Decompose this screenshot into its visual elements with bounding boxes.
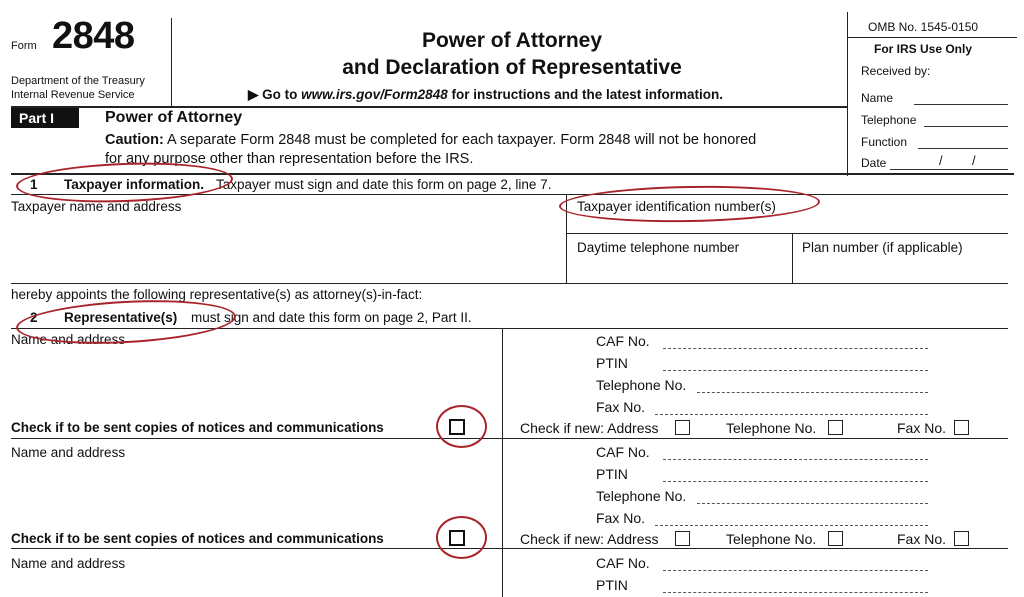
irs-url-link[interactable]: www.irs.gov/Form2848 — [301, 87, 448, 102]
rep-1-new-address-checkbox[interactable] — [675, 420, 690, 435]
dept-line-2: Internal Revenue Service — [11, 89, 135, 101]
header-rule — [11, 106, 847, 108]
caution-text-line-1: Caution: A separate Form 2848 must be completed for each taxpayer. Form 2848 will not be honored — [105, 132, 757, 148]
rep-2-ptin-field[interactable] — [663, 481, 928, 482]
rep-1-check-new-telephone-label: Telephone No. — [726, 420, 817, 436]
rep-3-caf-field[interactable] — [663, 570, 928, 571]
goto-suffix: for instructions and the latest information. — [447, 87, 723, 102]
rep-3-name-address-label: Name and address — [11, 556, 126, 571]
line-1-number: 1 — [30, 177, 38, 192]
rep-2-telephone-field[interactable] — [697, 503, 928, 504]
line-2-heading: Representative(s) — [64, 310, 178, 325]
rep-3-ptin-field[interactable] — [663, 592, 928, 593]
goto-prefix: Go to — [262, 87, 302, 102]
form-number: 2848 — [52, 15, 135, 57]
annotation-oval-representatives — [15, 295, 237, 348]
instructions-line — [248, 88, 723, 102]
irs-use-only-label: For IRS Use Only — [874, 42, 973, 56]
rep-2-ptin-label: PTIN — [596, 466, 628, 482]
line-2-note: must sign and date this form on page 2, Part II. — [191, 310, 472, 325]
annotation-circle-copies-checkbox-1 — [436, 405, 487, 448]
rep-2-fax-label: Fax No. — [596, 510, 646, 526]
rep-1-fax-label: Fax No. — [596, 399, 646, 415]
appoints-text: hereby appoints the following representative(s) as attorney(s)-in-fact: — [11, 287, 423, 302]
rep-1-caf-field[interactable] — [663, 348, 928, 349]
irs-name-label: Name — [861, 91, 894, 105]
omb-number: OMB No. 1545-0150 — [868, 20, 979, 34]
rep-3-caf-label: CAF No. — [596, 555, 650, 571]
header-divider-left — [171, 18, 172, 106]
rep-2-caf-label: CAF No. — [596, 444, 650, 460]
rep-1-check-new-fax-label: Fax No. — [897, 420, 947, 436]
annotation-circle-copies-checkbox-2 — [436, 516, 487, 559]
rep-1-telephone-field[interactable] — [697, 392, 928, 393]
rep-2-telephone-label: Telephone No. — [596, 488, 687, 504]
rep-1-ptin-field[interactable] — [663, 370, 928, 371]
line-1-note: Taxpayer must sign and date this form on page 2, line 7. — [216, 177, 552, 192]
irs-function-label: Function — [861, 135, 908, 149]
irs-name-field[interactable] — [914, 104, 1008, 105]
irs-telephone-field[interactable] — [924, 126, 1008, 127]
rep-2-name-address-label: Name and address — [11, 445, 126, 460]
rep-3-ptin-label: PTIN — [596, 577, 628, 593]
irs-date-field[interactable] — [890, 169, 1008, 170]
rep-2-new-telephone-checkbox[interactable] — [828, 531, 843, 546]
rep-1-check-new-address-label: Check if new: Address — [520, 420, 659, 436]
form-label: Form — [11, 40, 37, 52]
taxpayer-name-address-label: Taxpayer name and address — [11, 199, 182, 214]
line-2-number: 2 — [30, 310, 38, 325]
plan-number-label: Plan number (if applicable) — [802, 240, 963, 255]
rep-1-caf-label: CAF No. — [596, 333, 650, 349]
part-1-title: Power of Attorney — [105, 109, 243, 126]
irs-telephone-label: Telephone — [861, 113, 917, 127]
irs-function-field[interactable] — [918, 148, 1008, 149]
received-by-label: Received by: — [861, 64, 931, 78]
rep-2-caf-field[interactable] — [663, 459, 928, 460]
caution-text-line-2: for any purpose other than representation before the IRS. — [105, 151, 474, 167]
annotation-oval-tin — [559, 184, 821, 225]
rep-1-name-address-label: Name and address — [11, 332, 126, 347]
irs-date-label: Date — [861, 156, 887, 170]
rep-1-new-fax-checkbox[interactable] — [954, 420, 969, 435]
form-title-line-1: Power of Attorney — [421, 29, 603, 52]
part-1-badge: Part I — [11, 108, 79, 128]
caution-label: Caution: — [105, 132, 164, 148]
daytime-telephone-label: Daytime telephone number — [577, 240, 740, 255]
rep-2-new-fax-checkbox[interactable] — [954, 531, 969, 546]
taxpayer-tin-label: Taxpayer identification number(s) — [577, 199, 776, 214]
annotation-oval-taxpayer-info — [15, 159, 233, 206]
rep-2-check-new-telephone-label: Telephone No. — [726, 531, 817, 547]
arrow-right-icon: ▶ — [248, 87, 259, 102]
form-title-line-2: and Declaration of Representative — [342, 56, 682, 79]
date-slash-2: / — [972, 153, 976, 168]
rep-2-copies-label: Check if to be sent copies of notices and communications — [11, 531, 384, 546]
rep-2-check-new-address-label: Check if new: Address — [520, 531, 659, 547]
rep-2-fax-field[interactable] — [655, 525, 928, 526]
rep-1-copies-label: Check if to be sent copies of notices and communications — [11, 420, 384, 435]
line-1-heading: Taxpayer information. — [64, 177, 205, 192]
date-slash-1: / — [939, 153, 943, 168]
rep-1-ptin-label: PTIN — [596, 355, 628, 371]
dept-line-1: Department of the Treasury — [11, 75, 145, 87]
rep-2-check-new-fax-label: Fax No. — [897, 531, 947, 547]
rep-2-new-address-checkbox[interactable] — [675, 531, 690, 546]
rep-1-fax-field[interactable] — [655, 414, 928, 415]
rep-1-telephone-label: Telephone No. — [596, 377, 687, 393]
rep-1-new-telephone-checkbox[interactable] — [828, 420, 843, 435]
